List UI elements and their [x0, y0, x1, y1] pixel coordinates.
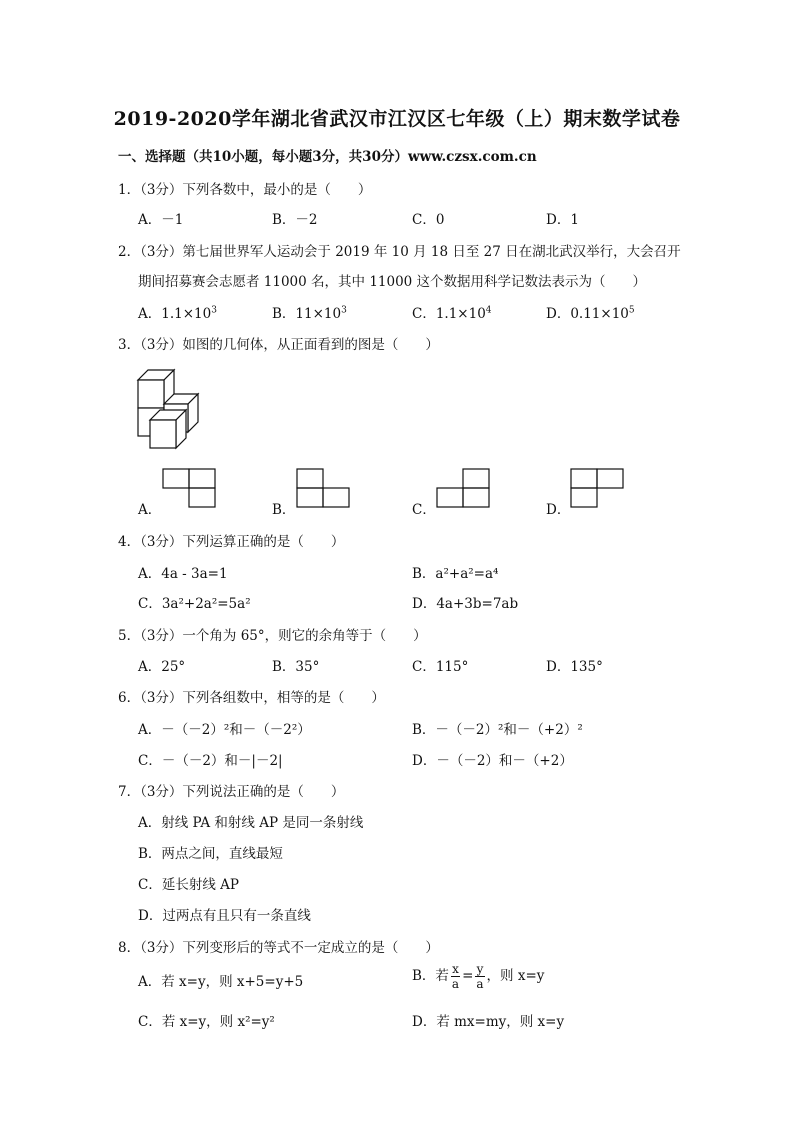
fraction-y-over-a: $\frac{y}{a}$ — [476, 962, 484, 991]
question-8-stem: 8．（3分）下列变形后的等式不一定成立的是（ ） — [118, 940, 439, 956]
question-6-option-c: C．－（－2）和－|－2| — [138, 753, 283, 769]
question-6-stem: 6．（3分）下列各组数中，相等的是（ ） — [118, 690, 385, 706]
question-5-stem: 5．（3分）一个角为 65°，则它的余角等于（ ） — [118, 628, 427, 644]
question-2-stem-line2: 期间招募赛会志愿者 11000 名，其中 11000 这个数据用科学记数法表示为（ ） — [138, 274, 647, 290]
question-2-option-b: B．$11\times 10^3$ — [272, 305, 347, 322]
question-3-option-d-figure — [570, 468, 624, 508]
question-3-option-b-figure — [296, 468, 350, 508]
question-3-option-c-figure — [436, 468, 490, 508]
question-3-stem: 3．（3分）如图的几何体，从正面看到的图是（ ） — [118, 337, 439, 353]
question-4-option-a: A．4a - 3a=1 — [138, 566, 228, 582]
question-6-option-a: A．－（－2）²和－（－2²） — [138, 722, 311, 738]
question-5-option-c: C．115° — [412, 659, 469, 675]
question-7-stem: 7．（3分）下列说法正确的是（ ） — [118, 784, 345, 800]
fraction-x-over-a: $\frac{x}{a}$ — [451, 962, 460, 991]
question-7-option-b: B．两点之间，直线最短 — [138, 846, 283, 862]
question-2-option-a: A．$1.1\times 10^3$ — [138, 305, 217, 322]
question-1-option-b: B．－2 — [272, 212, 318, 228]
question-2-option-c: C．$1.1\times 10^4$ — [412, 305, 492, 322]
question-1-option-c: C．0 — [412, 212, 445, 228]
section-heading: 一、选择题（共10小题，每小题3分，共30分）www.czsx.com.cn — [118, 149, 537, 165]
question-4-stem: 4．（3分）下列运算正确的是（ ） — [118, 534, 345, 550]
question-5-option-d: D．135° — [546, 659, 603, 675]
question-1-option-a: A．－1 — [138, 212, 184, 228]
question-2-option-d: D．$0.11\times 10^5$ — [546, 305, 635, 322]
question-1-stem: 1．（3分）下列各数中，最小的是（ ） — [118, 182, 372, 198]
question-5-option-a: A．25° — [138, 659, 186, 675]
question-8-option-c: C．若 x=y，则 x²=y² — [138, 1014, 275, 1030]
question-3-option-d-label: D． — [546, 502, 571, 518]
question-4-option-c: C．3a²+2a²=5a² — [138, 596, 251, 612]
question-2-stem-line1: 2．（3分）第七届世界军人运动会于 2019 年 10 月 18 日至 27 日在湖北武汉举行，大会召开 — [118, 244, 681, 260]
question-3-option-b-label: B． — [272, 502, 296, 518]
question-7-option-a: A．射线 PA 和射线 AP 是同一条射线 — [138, 815, 364, 831]
question-8-option-b: B．若 $\frac{x}{a}$ = $\frac{y}{a}$ ，则 x=y — [412, 962, 545, 991]
question-8-option-a: A．若 x=y，则 x+5=y+5 — [138, 974, 304, 990]
question-4-option-d: D．4a+3b=7ab — [412, 596, 519, 612]
geometric-solid-figure — [134, 362, 206, 450]
question-7-option-c: C．延长射线 AP — [138, 877, 239, 893]
question-3-option-a-label: A． — [138, 502, 162, 518]
question-8-option-d: D．若 mx=my，则 x=y — [412, 1014, 565, 1030]
question-1-option-d: D．1 — [546, 212, 579, 228]
question-3-option-c-label: C． — [412, 502, 436, 518]
question-6-option-b: B．－（－2）²和－（+2）² — [412, 722, 583, 738]
question-5-option-b: B．35° — [272, 659, 320, 675]
question-4-option-b: B．a²+a²=a⁴ — [412, 566, 499, 582]
question-6-option-d: D．－（－2）和－（+2） — [412, 753, 573, 769]
question-3-option-a-figure — [162, 468, 216, 508]
page-title: 2019-2020学年湖北省武汉市江汉区七年级（上）期末数学试卷 — [113, 108, 681, 130]
question-7-option-d: D．过两点有且只有一条直线 — [138, 908, 311, 924]
